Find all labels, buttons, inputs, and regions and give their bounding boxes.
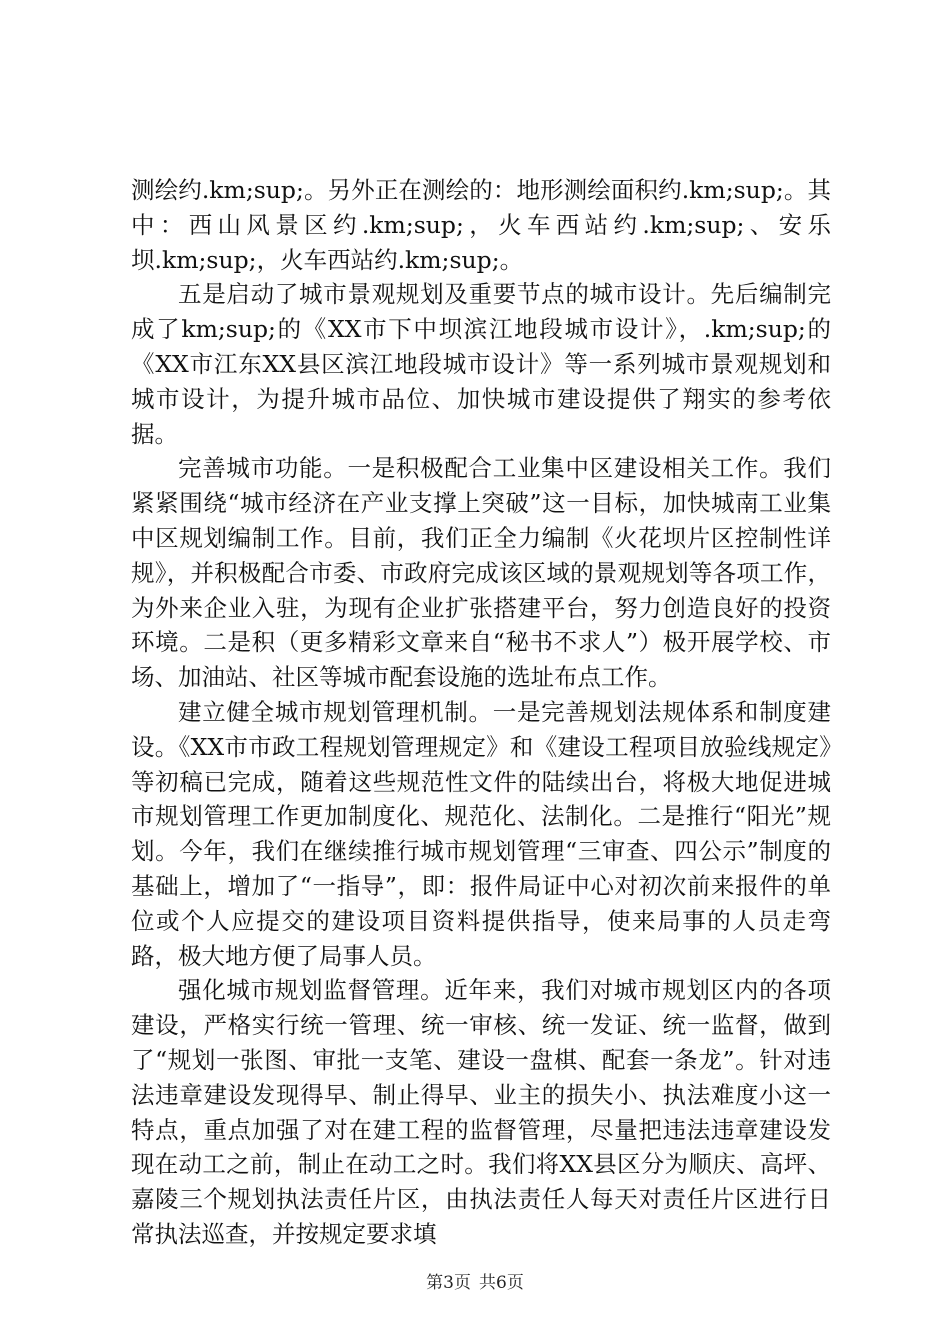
paragraph-management-mechanism: 建立健全城市规划管理机制。一是完善规划法规体系和制度建设。《XX市市政工程规划管理规定》和《建设工程项目放验线规定》等初稿已完成，随着这些规范性文件的陆续出台，将极大地促进城市规划管理工作更加制度化、规范化、法制化。二是推行“阳光”规划。今年，我们在继续推行城市规划管理“三审查、四公示”制度的基础上，增加了“一指导”，即：报件局证中心对初次前来报件的单位或个人应提交的建设项目资料提供指导，使来局事的人员走弯路，极大地方便了局事人员。 — [131, 697, 831, 970]
paragraph-supervision: 强化城市规划监督管理。近年来，我们对城市规划区内的各项建设，严格实行统一管理、统一审核、统一发证、统一监督，做到了“规划一张图、审批一支笔、建设一盘棋、配套一条龙”。针对违法违章建设发现得早、制止得早、业主的损失小、执法难度小这一特点，重点加强了对在建工程的监督管理，尽量把违法违章建设发现在动工之前，制止在动工之时。我们将XX县区分为顺庆、高坪、嘉陵三个规划执法责任片区，由执法责任人每天对责任片区进行日常执法巡查，并按规定要求填 — [131, 976, 831, 1248]
paragraph-city-functions: 完善城市功能。一是积极配合工业集中区建设相关工作。我们紧紧围绕“城市经济在产业支撑上突破”这一目标，加快城南工业集中区规划编制工作。目前，我们正全力编制《火花坝片区控制性详规》，并积极配合市委、市政府完成该区域的景观规划等各项工作，为外来企业入驻，为现有企业扩张搭建平台，努力创造良好的投资环境。二是积（更多精彩文章来自“秘书不求人”）极开展学校、市场、加油站、社区等城市配套设施的选址布点工作。 — [131, 454, 831, 692]
paragraph-continuation: 测绘约.km;sup;。另外正在测绘的：地形测绘面积约.km;sup;。其中：西山风景区约.km;sup;，火车西站约.km;sup;、安乐坝.km;sup;，火车西站约.km;sup;。 — [131, 176, 831, 274]
page-total: 共6页 — [479, 1273, 524, 1293]
paragraph-landscape-planning: 五是启动了城市景观规划及重要节点的城市设计。先后编制完成了km;sup;的《XX市下中坝滨江地段城市设计》，.km;sup;的《XX市江东XX县区滨江地段城市设计》等一系列城市景观规划和城市设计，为提升城市品位、加快城市建设提供了翔实的参考依据。 — [131, 280, 831, 448]
page-footer — [0, 1272, 950, 1294]
document-body — [131, 173, 831, 1252]
page-number: 第3页 — [426, 1273, 471, 1293]
